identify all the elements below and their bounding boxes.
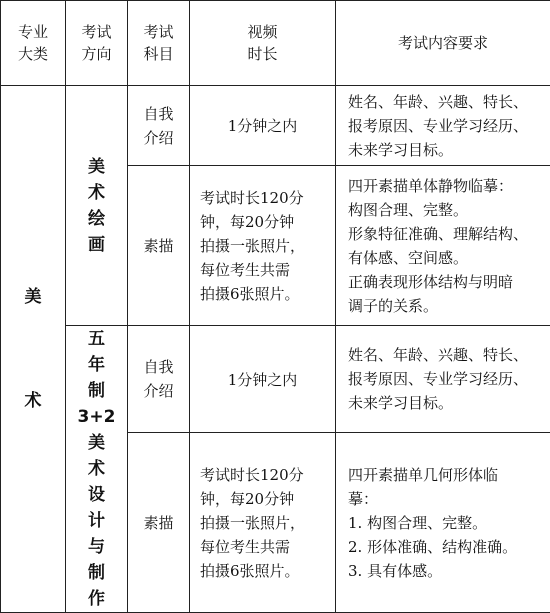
direction-cell: 美 术 绘 画 [66, 86, 128, 326]
subject-cell: 自我 介绍 [128, 326, 190, 433]
duration-cell: 考试时长120分 钟，每20分钟 拍摄一张照片， 每位考生共需 拍摄6张照片。 [190, 433, 336, 613]
duration-cell: 1分钟之内 [190, 326, 336, 433]
requirements-cell: 四开素描单体静物临摹： 构图合理、完整。 形象特征准确、理解结构、 有体感、空间感。 正确表现形体结构与明暗 调子的关系。 [336, 166, 550, 326]
header-major: 专业 大类 [1, 1, 66, 86]
header-duration: 视频 时长 [190, 1, 336, 86]
header-row [1, 1, 550, 86]
table-row [1, 326, 550, 433]
table-row [1, 86, 550, 166]
duration-cell: 考试时长120分 钟，每20分钟 拍摄一张照片， 每位考生共需 拍摄6张照片。 [190, 166, 336, 326]
header-subject: 考试 科目 [128, 1, 190, 86]
requirements-cell: 四开素描单几何形体临 摹： 1. 构图合理、完整。 2. 形体准确、结构准确。 3. 具有体感。 [336, 433, 550, 613]
header-direction: 考试 方向 [66, 1, 128, 86]
direction-cell: 五 年 制 3+2 美 术 设 计 与 制 作 [66, 326, 128, 613]
subject-cell: 自我 介绍 [128, 86, 190, 166]
duration-cell: 1分钟之内 [190, 86, 336, 166]
major-cell: 美 术 [1, 86, 66, 613]
subject-cell: 素描 [128, 166, 190, 326]
subject-cell: 素描 [128, 433, 190, 613]
requirements-cell: 姓名、年龄、兴趣、特长、 报考原因、专业学习经历、 未来学习目标。 [336, 326, 550, 433]
requirements-cell: 姓名、年龄、兴趣、特长、 报考原因、专业学习经历、 未来学习目标。 [336, 86, 550, 166]
header-content: 考试内容要求 [336, 1, 550, 86]
